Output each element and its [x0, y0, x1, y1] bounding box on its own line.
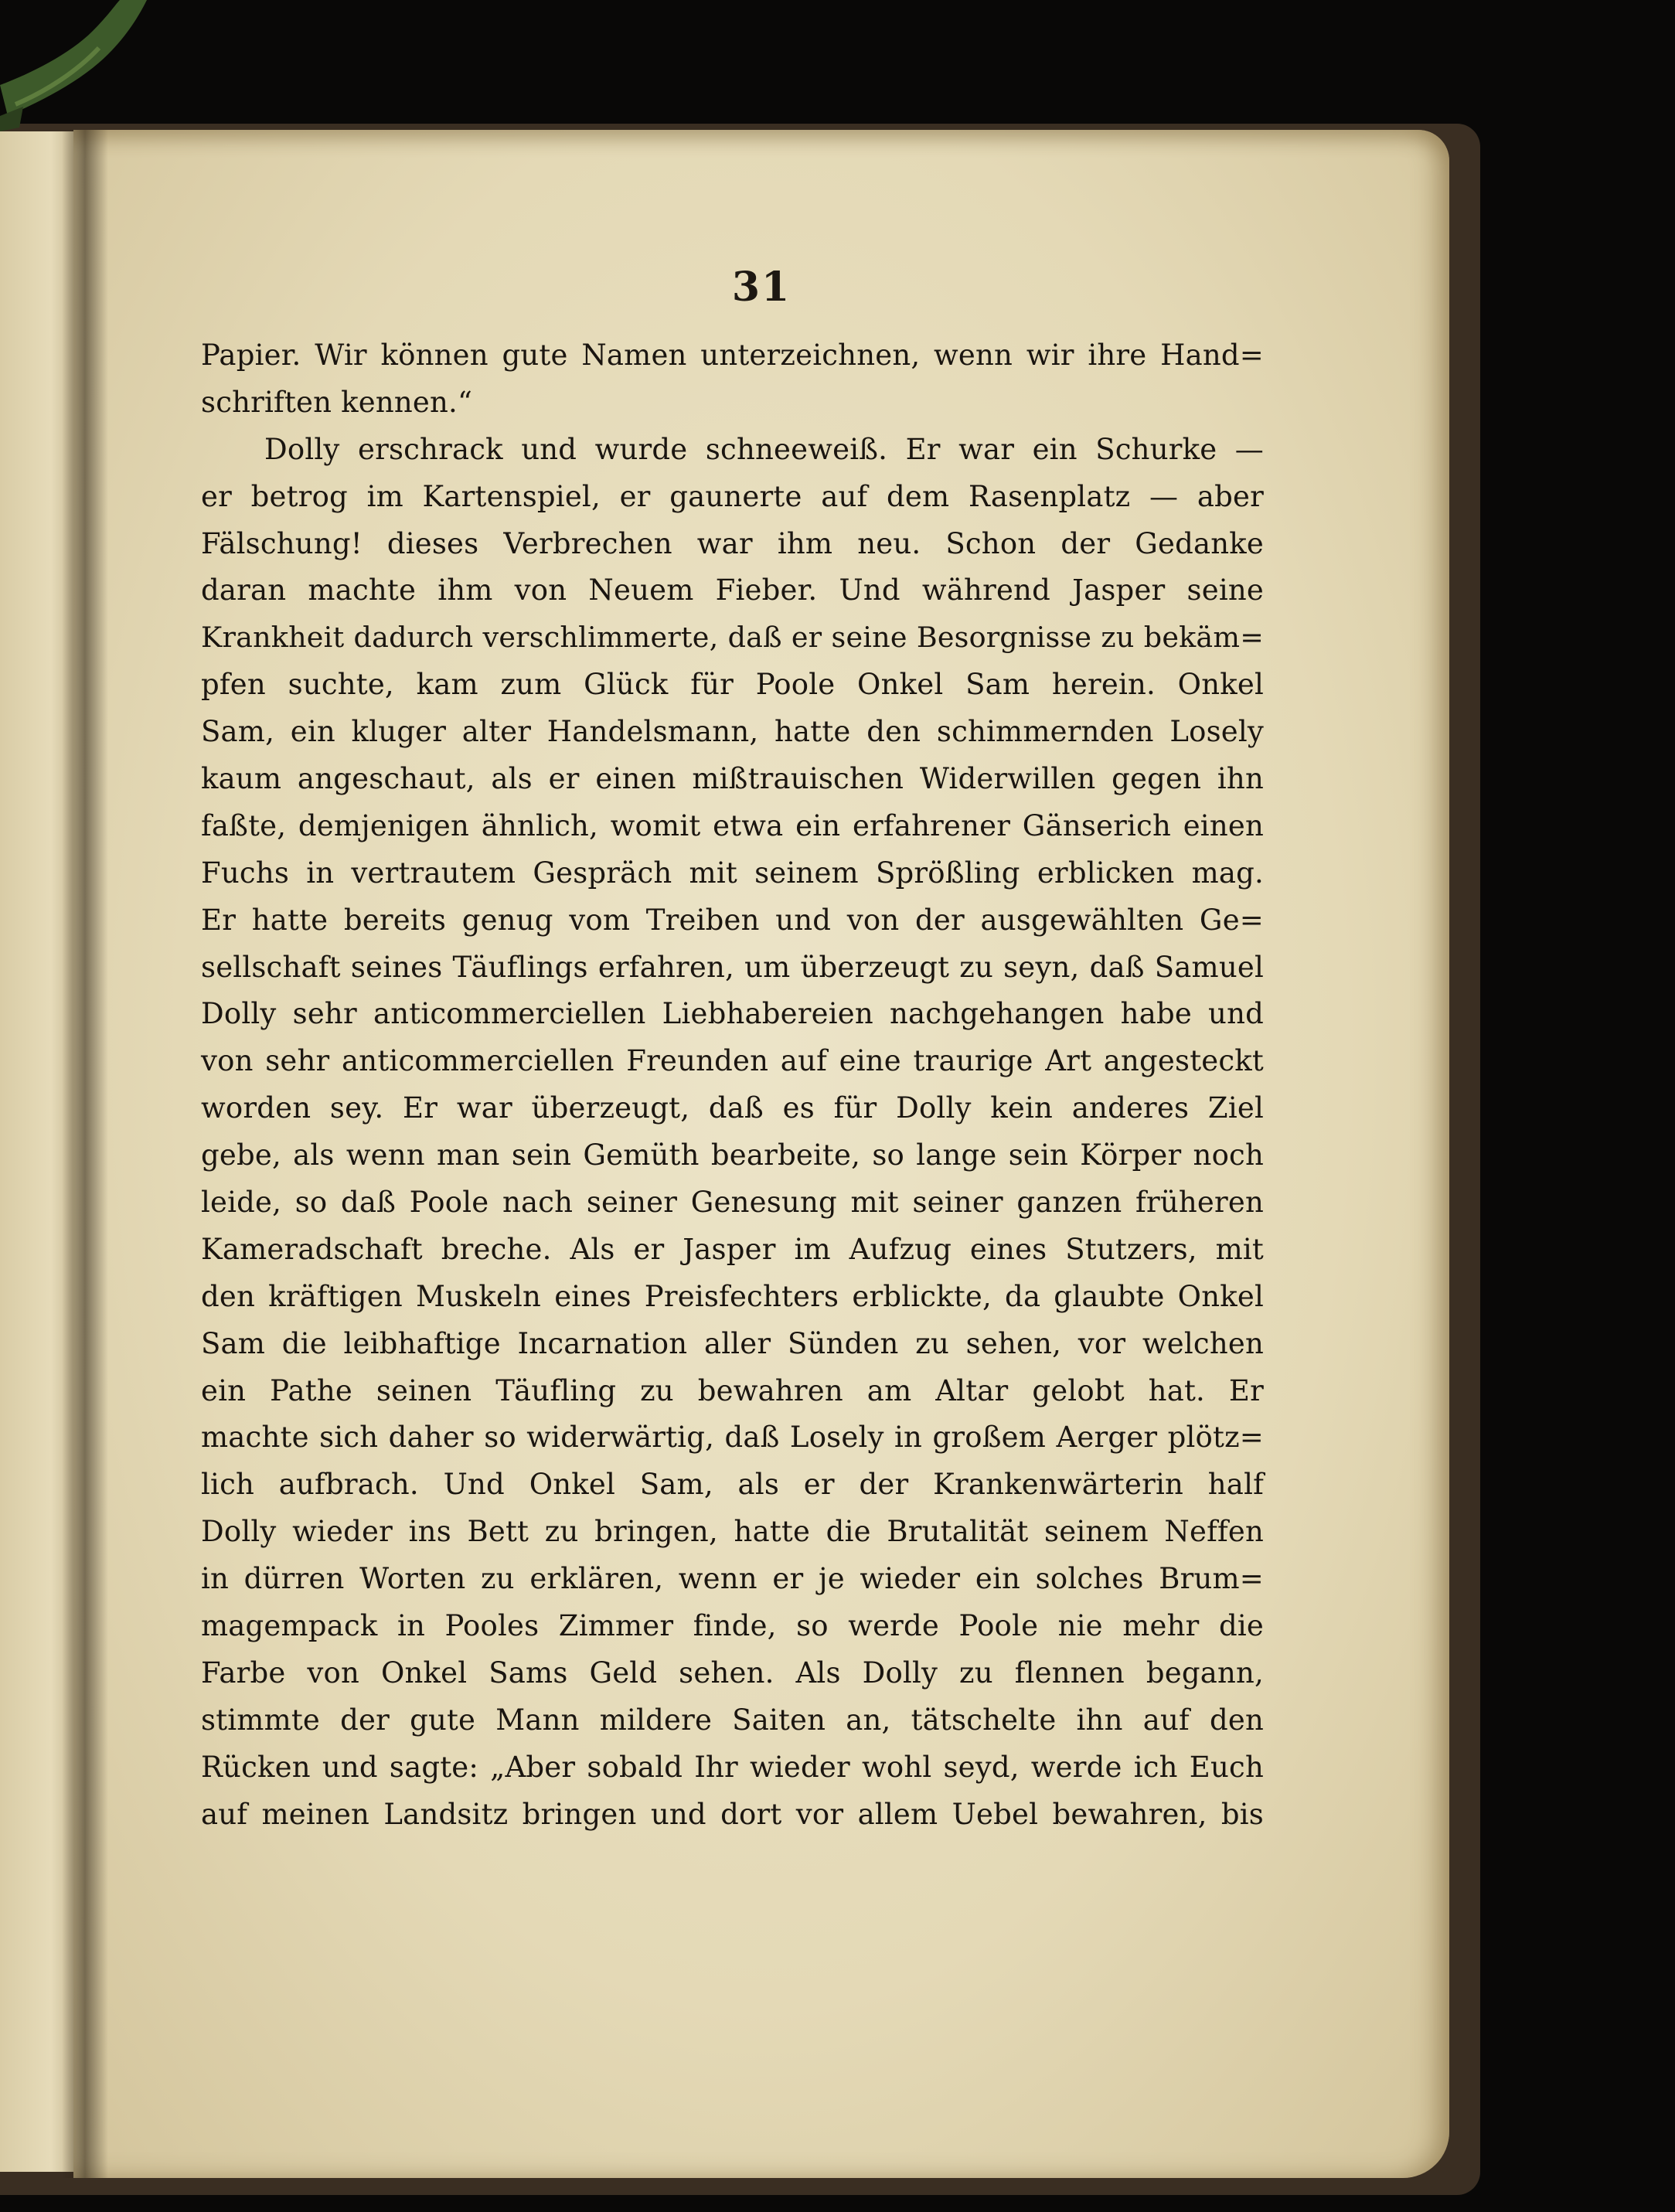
text-line: Dolly sehr anticommerciellen Liebhabereien nachgehangen habe und	[201, 997, 1264, 1031]
text-line: leide, so daß Poole nach seiner Genesung mit seiner ganzen früheren	[201, 1186, 1264, 1220]
text-line: machte sich daher so widerwärtig, daß Losely in großem Aerger plötz=	[201, 1421, 1264, 1455]
page-body-text	[201, 332, 1264, 1839]
text-line: von sehr anticommerciellen Freunden auf eine traurige Art angesteckt	[201, 1044, 1264, 1078]
text-line: Sam die leibhaftige Incarnation aller Sünden zu sehen, vor welchen	[201, 1326, 1264, 1360]
text-line: gebe, als wenn man sein Gemüth bearbeite, so lange sein Körper noch	[201, 1138, 1264, 1172]
text-line: faßte, demjenigen ähnlich, womit etwa ein erfahrener Gänserich einen	[201, 808, 1264, 842]
text-line: Krankheit dadurch verschlimmerte, daß er seine Besorgnisse zu bekäm=	[201, 621, 1264, 655]
text-line: er betrog im Kartenspiel, er gaunerte auf dem Rasenplatz — aber	[201, 479, 1264, 513]
text-line: lich aufbrach. Und Onkel Sam, als er der Krankenwärterin half	[201, 1468, 1264, 1502]
text-line: in dürren Worten zu erklären, wenn er je wieder ein solches Brum=	[201, 1562, 1264, 1596]
text-line: Fälschung! dieses Verbrechen war ihm neu. Schon der Gedanke	[201, 526, 1264, 560]
text-line: den kräftigen Muskeln eines Preisfechters erblickte, da glaubte Onkel	[201, 1279, 1264, 1313]
text-line: Rücken und sagte: „Aber sobald Ihr wieder wohl seyd, werde ich Euch	[201, 1750, 1264, 1784]
text-line: Dolly wieder ins Bett zu bringen, hatte die Brutalität seinem Neffen	[201, 1515, 1264, 1549]
text-line: kaum angeschaut, als er einen mißtrauischen Widerwillen gegen ihn	[201, 762, 1264, 796]
page-number: 31	[731, 264, 792, 311]
text-line: Farbe von Onkel Sams Geld sehen. Als Dolly zu flennen begann,	[201, 1656, 1264, 1690]
text-line: pfen suchte, kam zum Glück für Poole Onkel Sam herein. Onkel	[201, 668, 1264, 702]
text-line: ein Pathe seinen Täufling zu bewahren am Altar gelobt hat. Er	[201, 1373, 1264, 1407]
text-line: sellschaft seines Täuflings erfahren, um überzeugt zu seyn, daß Samuel	[201, 950, 1264, 984]
text-line: magempack in Pooles Zimmer finde, so werde Poole nie mehr die	[201, 1609, 1264, 1643]
text-line: Papier. Wir können gute Namen unterzeichnen, wenn wir ihre Hand=	[201, 339, 1264, 372]
text-line: auf meinen Landsitz bringen und dort vor allem Uebel bewahren, bis	[201, 1797, 1264, 1831]
book-page	[73, 130, 1449, 2178]
bookmark-ribbon	[0, 0, 155, 131]
text-line: Kameradschaft breche. Als er Jasper im Aufzug eines Stutzers, mit	[201, 1232, 1264, 1266]
text-line: Dolly erschrack und wurde schneeweiß. Er war ein Schurke —	[264, 432, 1264, 466]
text-line: Er hatte bereits genug vom Treiben und von der ausgewählten Ge=	[201, 903, 1264, 937]
text-line: Fuchs in vertrautem Gespräch mit seinem Sprößling erblicken mag.	[201, 856, 1264, 890]
text-line: worden sey. Er war überzeugt, daß es für Dolly kein anderes Ziel	[201, 1091, 1264, 1125]
text-line: daran machte ihm von Neuem Fieber. Und während Jasper seine	[201, 573, 1264, 607]
text-line: Sam, ein kluger alter Handelsmann, hatte den schimmernden Losely	[201, 715, 1264, 749]
text-line: schriften kennen.“	[201, 385, 473, 419]
text-line: stimmte der gute Mann mildere Saiten an, tätschelte ihn auf den	[201, 1703, 1264, 1737]
page-gutter-shadow	[62, 130, 108, 2178]
